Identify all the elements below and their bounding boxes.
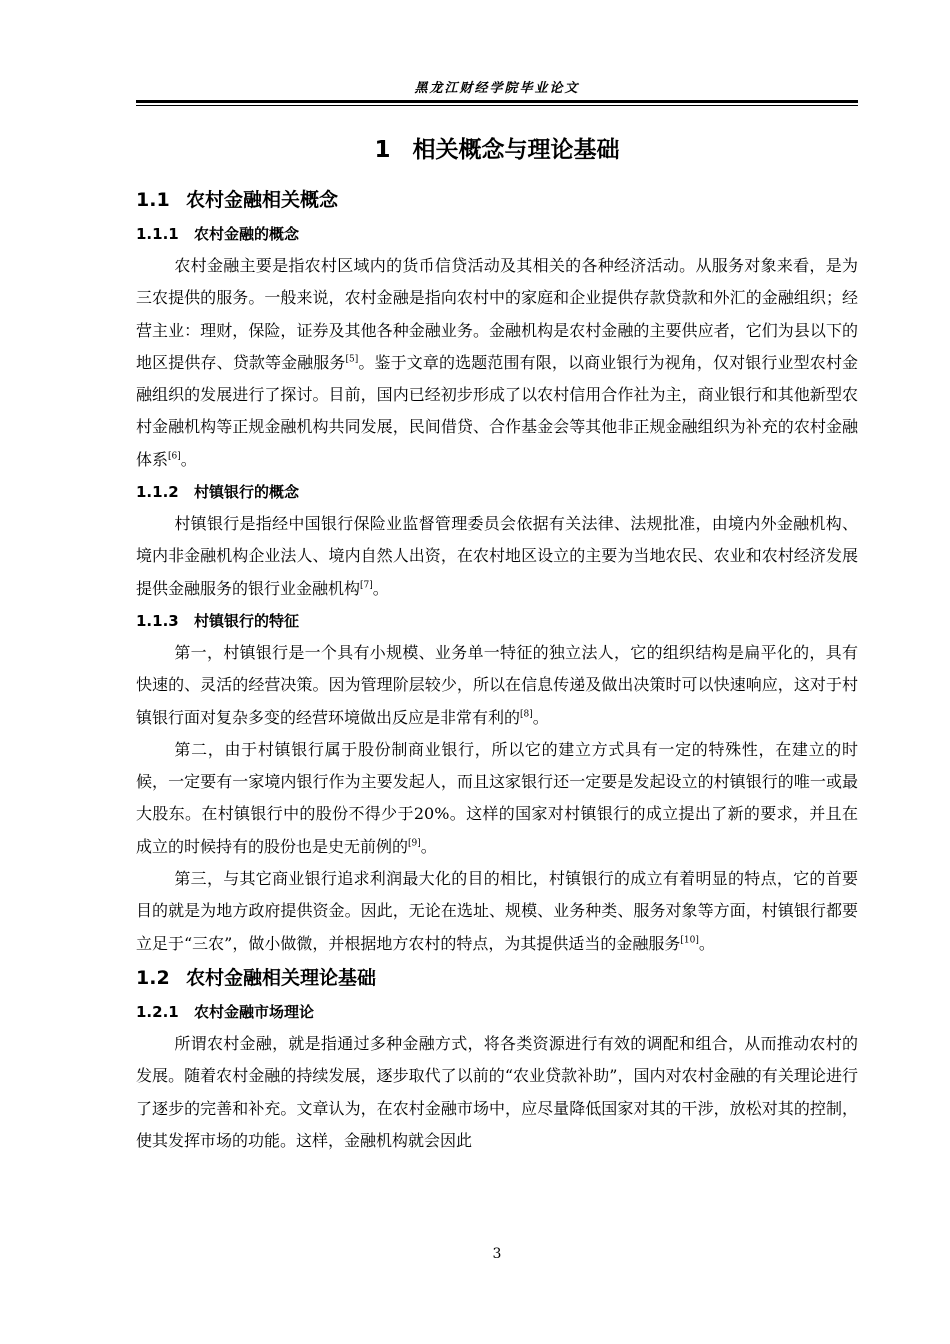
paragraph-end: 。 [372, 578, 389, 598]
subsection-1-2-1-heading [136, 996, 858, 1028]
section-1-1-heading [136, 182, 858, 218]
citation-ref: [6] [168, 451, 181, 462]
paragraph-text: 第二，由于村镇银行属于股份制商业银行，所以它的建立方式具有一定的特殊性，在建立的时候，一定要有一家境内银行作为主要发起人，而且这家银行还一定要是发起设立的村镇银行的唯一或最大股东。在村镇银行中的股份不得少于20%。这样的国家对村镇银行的成立提出了新的要求，并且在成立的时候持有的股份也是史无前例的 [136, 739, 858, 856]
paragraph-text: 第三，与其它商业银行追求利润最大化的目的相比，村镇银行的成立有着明显的特点，它的首要目的就是为地方政府提供资金。因此，无论在选址、规模、业务种类、服务对象等方面，村镇银行都要立足于“三农”，做小做微，并根据地方农村的特点，为其提供适当的金融服务 [136, 869, 858, 953]
chapter-title [136, 128, 858, 172]
subsection-1-1-2-heading [136, 476, 858, 508]
chapter-number: 1 [374, 137, 391, 163]
paragraph-text: 村镇银行是指经中国银行保险业监督管理委员会依据有关法律、法规批准，由境内外金融机构、境内非金融机构企业法人、境内自然人出资，在农村地区设立的主要为当地农民、农业和农村经济发展提供金融服务的银行业金融机构 [136, 514, 858, 598]
section-title: 农村金融相关理论基础 [186, 966, 377, 989]
citation-ref: [7] [360, 580, 373, 591]
paragraph-feature-second [136, 734, 858, 863]
subsection-number: 1.1.3 [136, 611, 179, 630]
paragraph-text: 农村金融主要是指农村区域内的货币信贷活动及其相关的各种经济活动。从服务对象来看，是为三农提供的服务。一般来说，农村金融是指向农村中的家庭和企业提供存款贷款和外汇的金融组织；经营主业：理财，保险，证券及其他各种金融业务。金融机构是农村金融的主要供应者，它们为县以下的地区提供存、贷款等金融服务 [136, 256, 858, 372]
page-number: 3 [492, 1246, 502, 1262]
running-header: 黑龙江财经学院毕业论文 [414, 81, 580, 96]
subsection-title: 农村金融市场理论 [194, 1002, 315, 1021]
paragraph-end: 。 [698, 933, 715, 953]
section-number: 1.2 [136, 966, 170, 989]
page-content [136, 128, 858, 1157]
section-1-2-heading [136, 960, 858, 996]
paragraph-rural-finance-concept [136, 250, 858, 476]
citation-ref: [5] [345, 354, 359, 365]
subsection-1-1-1-heading [136, 218, 858, 250]
subsection-title: 农村金融的概念 [194, 225, 300, 243]
paragraph-end: 。 [532, 707, 549, 727]
subsection-title: 村镇银行的特征 [194, 611, 300, 630]
paragraph-market-theory [136, 1028, 858, 1157]
header-rule-thick [136, 100, 858, 103]
paragraph-text: 第一，村镇银行是一个具有小规模、业务单一特征的独立法人，它的组织结构是扁平化的，具有快速的、灵活的经营决策。因为管理阶层较少，所以在信息传递及做出决策时可以快速响应，这对于村镇银行面对复杂多变的经营环境做出反应是非常有利的 [136, 642, 858, 727]
subsection-1-1-3-heading [136, 605, 858, 637]
paragraph-text: 所谓农村金融，就是指通过多种金融方式，将各类资源进行有效的调配和组合，从而推动农村的发展。随着农村金融的持续发展，逐步取代了以前的“农业贷款补助”，国内对农村金融的有关理论进行了逐步的完善和补充。文章认为，在农村金融市场中，应尽量降低国家对其的干涉，放松对其的控制，使其发挥市场的功能。这样，金融机构就会因此 [136, 1033, 858, 1150]
citation-ref: [9] [408, 838, 421, 849]
subsection-number: 1.1.1 [136, 225, 179, 243]
subsection-title: 村镇银行的概念 [194, 483, 300, 502]
paragraph-village-bank-concept [136, 508, 858, 605]
subsection-number: 1.1.2 [136, 483, 179, 502]
paragraph-text: 。鉴于文章的选题范围有限，以商业银行为视角，仅对银行业型农村金融组织的发展进行了探讨。目前，国内已经初步形成了以农村信用合作社为主，商业银行和其他新型农村金融机构等正规金融机构共同发展，民间借贷、合作基金会等其他非正规金融组织为补充的农村金融体系 [136, 352, 858, 469]
paragraph-end: 。 [180, 449, 197, 469]
paragraph-feature-third [136, 863, 858, 960]
section-title: 农村金融相关概念 [186, 189, 339, 211]
header-rule-thin [136, 105, 858, 106]
section-number: 1.1 [136, 189, 170, 211]
citation-ref: [8] [520, 709, 533, 720]
citation-ref: [10] [680, 935, 699, 946]
paragraph-feature-first [136, 637, 858, 734]
subsection-number: 1.2.1 [136, 1002, 179, 1021]
chapter-title-text: 相关概念与理论基础 [412, 137, 620, 163]
paragraph-end: 。 [420, 836, 437, 856]
